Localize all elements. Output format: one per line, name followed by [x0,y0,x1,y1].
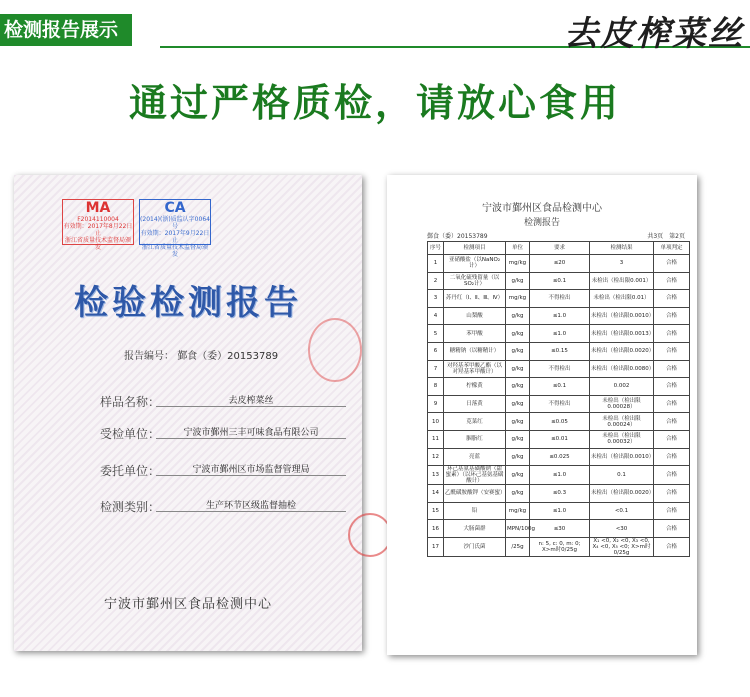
table-cell: ≤20 [530,255,590,273]
table-cell: 未检出（检出限0.00028） [590,395,654,413]
table-cell: 合格 [654,272,690,290]
table-cell: 大肠菌群 [444,520,506,538]
table-cell: 柠檬黄 [444,378,506,396]
table-row [428,290,690,308]
table-cell: 7 [428,360,444,378]
table-cell: g/kg [506,272,530,290]
table-row [428,485,690,503]
table-row [428,378,690,396]
table-cell: g/kg [506,378,530,396]
table-cell: 未检出（检出限0.00032） [590,430,654,448]
table-cell: 12 [428,448,444,466]
field-value: 去皮榨菜丝 [156,393,346,407]
table-cell: 0.002 [590,378,654,396]
table-cell: 1 [428,255,444,273]
table-cell: 亮蓝 [444,448,506,466]
brand-logo-text: 去皮榨菜丝 [564,14,744,54]
table-row [428,537,690,556]
ca-line1: (2014)(浙)质监认字0064号 [140,216,210,230]
table-cell: 未检出（检出限0.0010） [590,307,654,325]
table-header: 检测项目 [444,242,506,255]
table-header: 单项判定 [654,242,690,255]
table-cell: 3 [428,290,444,308]
table-cell: 8 [428,378,444,396]
report-subtitle: 检测报告 [523,218,560,228]
report-page-count: 共3页 第2页 [647,233,685,240]
table-row [428,520,690,538]
table-cell: 苏丹红（Ⅰ、Ⅱ、Ⅲ、Ⅳ） [444,290,506,308]
table-cell: g/kg [506,342,530,360]
table-cell: ≤0.3 [530,485,590,503]
table-cell: 0.1 [590,466,654,485]
table-cell: 未检出（检出限0.0080） [590,360,654,378]
table-cell: ≤0.1 [530,272,590,290]
field-label: 委托单位： [100,464,161,478]
table-cell: 不得检出 [530,290,590,308]
table-cell: 6 [428,342,444,360]
table-cell: 不得检出 [530,360,590,378]
ca-line3: 浙江省质量技术监督局颁发 [141,244,208,258]
table-row [428,430,690,448]
ma-line1: F2014110004 [77,216,119,223]
table-cell: g/kg [506,307,530,325]
table-cell: 未检出（检出限0.00024） [590,413,654,431]
table-cell: mg/kg [506,290,530,308]
ma-stamp [62,199,134,251]
report-page-number: 鄞食（委）20153789 [427,233,488,240]
table-cell: g/kg [506,325,530,343]
table-row [428,448,690,466]
table-cell: 4 [428,307,444,325]
table-cell: 合格 [654,290,690,308]
ma-line3: 浙江省质量技术监督局颁发 [64,237,131,251]
table-cell: /25g [506,537,530,556]
table-cell: 不得检出 [530,395,590,413]
field-test-category [100,498,296,515]
table-cell: 对羟基苯甲酸乙酯（以对羟基苯甲酸计） [444,360,506,378]
table-cell: g/kg [506,430,530,448]
table-cell: 苯甲酸 [444,325,506,343]
table-cell: 合格 [654,485,690,503]
field-label: 受检单位： [100,427,161,441]
table-cell: 环己基氨基磺酸钠（甜蜜素）（以环己基氨基磺酸计） [444,466,506,485]
table-cell: 合格 [654,255,690,273]
red-seal [348,513,392,557]
table-cell: g/kg [506,485,530,503]
table-cell: 未检出（检出限0.0010） [590,448,654,466]
table-header: 序号 [428,242,444,255]
field-label: 样品名称： [100,395,161,409]
table-cell: 山梨酸 [444,307,506,325]
table-cell: mg/kg [506,502,530,520]
table-cell: 胭脂红 [444,430,506,448]
table-header: 单位 [506,242,530,255]
cover-footer: 宁波市鄞州区食品检测中心 [103,597,272,612]
table-row [428,395,690,413]
table-row [428,342,690,360]
table-cell: 9 [428,395,444,413]
table-cell: g/kg [506,448,530,466]
table-cell: 17 [428,537,444,556]
table-cell: 合格 [654,466,690,485]
table-cell: g/kg [506,413,530,431]
table-cell: ≤0.1 [530,378,590,396]
table-row [428,307,690,325]
table-cell: X₁ <0, X₂ <0, X₃ <0, X₄ <0, X₅ <0; X>m时0/25g [590,537,654,556]
table-cell: 10 [428,413,444,431]
field-value: 宁波市鄞州区市场监督管理局 [156,462,346,476]
table-cell: 15 [428,502,444,520]
report-number [124,347,278,362]
table-cell: 合格 [654,325,690,343]
table-cell: 乙酰磺胺酸钾（安赛蜜） [444,485,506,503]
section-tag: 检测报告展示 [0,14,132,46]
table-cell: 合格 [654,342,690,360]
table-cell: 沙门氏菌 [444,537,506,556]
table-cell: <0.1 [590,502,654,520]
table-cell: ≤1.0 [530,466,590,485]
table-row [428,272,690,290]
report-number-value: 鄞食（委）20153789 [177,351,279,362]
field-sample-name [100,393,274,410]
table-cell: 合格 [654,520,690,538]
field-label: 检测类别： [100,500,161,514]
headline: 通过严格质检，请放心食用 [128,80,621,125]
table-cell: 糖精钠（以糖精计） [444,342,506,360]
cover-title: 检验检测报告 [74,283,302,323]
table-cell: ≤0.01 [530,430,590,448]
table-cell: 合格 [654,360,690,378]
field-value: 宁波市鄞州三丰可味食品有限公司 [156,425,346,439]
results-table [427,241,690,557]
table-cell: 合格 [654,307,690,325]
table-cell: 未检出（检出限0.001） [590,272,654,290]
table-cell: g/kg [506,466,530,485]
table-cell: ≤1.0 [530,502,590,520]
field-entrusting-unit [100,462,310,479]
table-cell: ≤1.0 [530,325,590,343]
report-page [387,175,697,655]
field-inspected-unit [100,425,319,442]
table-row [428,325,690,343]
table-cell: ≤0.05 [530,413,590,431]
report-cover [14,175,362,651]
table-row [428,360,690,378]
table-cell: 未检出（检出限0.01） [590,290,654,308]
table-cell: 二氧化硫残留量（以SO₂计） [444,272,506,290]
header [0,0,750,62]
table-cell: 14 [428,485,444,503]
table-cell: g/kg [506,395,530,413]
table-cell: 合格 [654,448,690,466]
table-cell: 合格 [654,502,690,520]
table-cell: 日落黄 [444,395,506,413]
ca-stamp [139,199,211,258]
table-cell: 铅 [444,502,506,520]
report-org: 宁波市鄞州区食品检测中心 [482,203,602,214]
table-cell: 13 [428,466,444,485]
table-cell: ≤0.025 [530,448,590,466]
table-row [428,502,690,520]
table-cell: 未检出（检出限0.0020） [590,342,654,360]
table-cell: 亚硝酸盐（以NaNO₂计） [444,255,506,273]
table-cell: 16 [428,520,444,538]
table-cell: n: 5, c: 0, m: 0; X>m时0/25g [530,537,590,556]
table-cell: 未检出（检出限0.0013） [590,325,654,343]
table-cell: mg/kg [506,255,530,273]
table-cell: 5 [428,325,444,343]
table-header: 要求 [530,242,590,255]
table-cell: 合格 [654,537,690,556]
table-cell: MPN/100g [506,520,530,538]
table-row [428,466,690,485]
table-header: 检测结果 [590,242,654,255]
table-cell: ≤1.0 [530,307,590,325]
table-cell: g/kg [506,360,530,378]
ma-line2: 有效期：2017年8月22日止 [63,223,133,237]
field-value: 生产环节区级监督抽检 [156,498,346,512]
side-seal [308,318,362,382]
report-number-label: 报告编号： [124,351,174,362]
table-cell: 11 [428,430,444,448]
table-cell: 合格 [654,413,690,431]
table-cell: <30 [590,520,654,538]
ma-mark: MA [85,200,111,216]
table-cell: 合格 [654,395,690,413]
table-cell: 3 [590,255,654,273]
table-cell: ≤0.15 [530,342,590,360]
table-cell: 未检出（检出限0.0020） [590,485,654,503]
table-cell: 合格 [654,378,690,396]
table-cell: 苋菜红 [444,413,506,431]
table-cell: 2 [428,272,444,290]
table-cell: 合格 [654,430,690,448]
ca-line2: 有效期：2017年9月22日止 [140,230,210,244]
table-row [428,255,690,273]
table-cell: ≤30 [530,520,590,538]
table-row [428,413,690,431]
ca-mark: CA [164,200,186,216]
